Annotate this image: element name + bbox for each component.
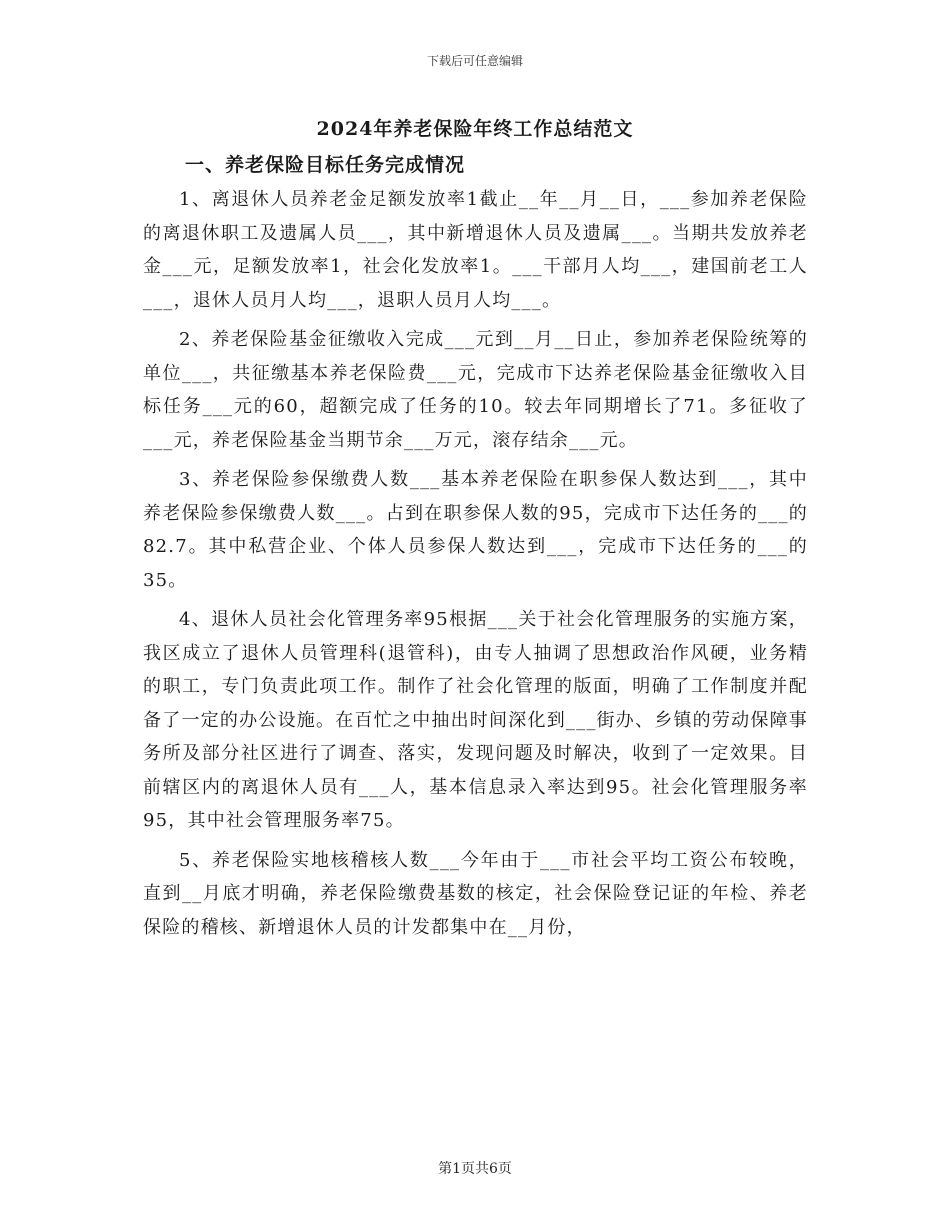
page-footer: 第1页共6页 — [438, 1161, 512, 1177]
document-body — [143, 183, 808, 950]
paragraph-2: 2、养老保险基金征缴收入完成___元到__月__日止，参加养老保险统筹的单位___，共征缴基本养老保险费___元，完成市下达养老保险基金征缴收入目标任务___元的60，超额完成了任务的10。较去年同期增长了71。多征收了___元，养老保险基金当期节余___万元，滚存结余___元。 — [143, 329, 808, 451]
paragraph-4: 4、退休人员社会化管理务率95根据___关于社会化管理服务的实施方案，我区成立了退休人员管理科(退管科)，由专人抽调了思想政治作风硬，业务精的职工，专门负责此项工作。制作了社会化管理的版面，明确了工作制度并配备了一定的办公设施。在百忙之中抽出时间深化到___街办、乡镇的劳动保障事务所及部分社区进行了调查、落实，发现问题及时解决，收到了一定效果。目前辖区内的离退休人员有___人，基本信息录入率达到95。社会化管理服务率95，其中社会管理服务率75。 — [143, 609, 808, 831]
header-note: 下载后可任意编辑 — [426, 54, 523, 68]
section-heading: 一、养老保险目标任务完成情况 — [185, 154, 466, 176]
paragraph-1: 1、离退休人员养老金足额发放率1截止__年__月__日，___参加养老保险的离退休职工及遗属人员___，其中新增退休人员及遗属___。当期共发放养老金___元，足额发放率1，社会化发放率1。___干部月人均___，建国前老工人___，退休人员月人均___，退职人员月人均___。 — [143, 189, 808, 311]
document-title: 2024年养老保险年终工作总结范文 — [316, 118, 634, 140]
paragraph-5: 5、养老保险实地核稽核人数___今年由于___市社会平均工资公布较晚，直到__月底才明确，养老保险缴费基数的核定，社会保险登记证的年检、养老保险的稽核、新增退休人员的计发都集中在__月份， — [143, 849, 808, 938]
paragraph-3: 3、养老保险参保缴费人数___基本养老保险在职参保人数达到___，其中养老保险参保缴费人数___。占到在职参保人数的95，完成市下达任务的___的82.7。其中私营企业、个体人员参保人数达到___，完成市下达任务的___的35。 — [143, 469, 808, 591]
